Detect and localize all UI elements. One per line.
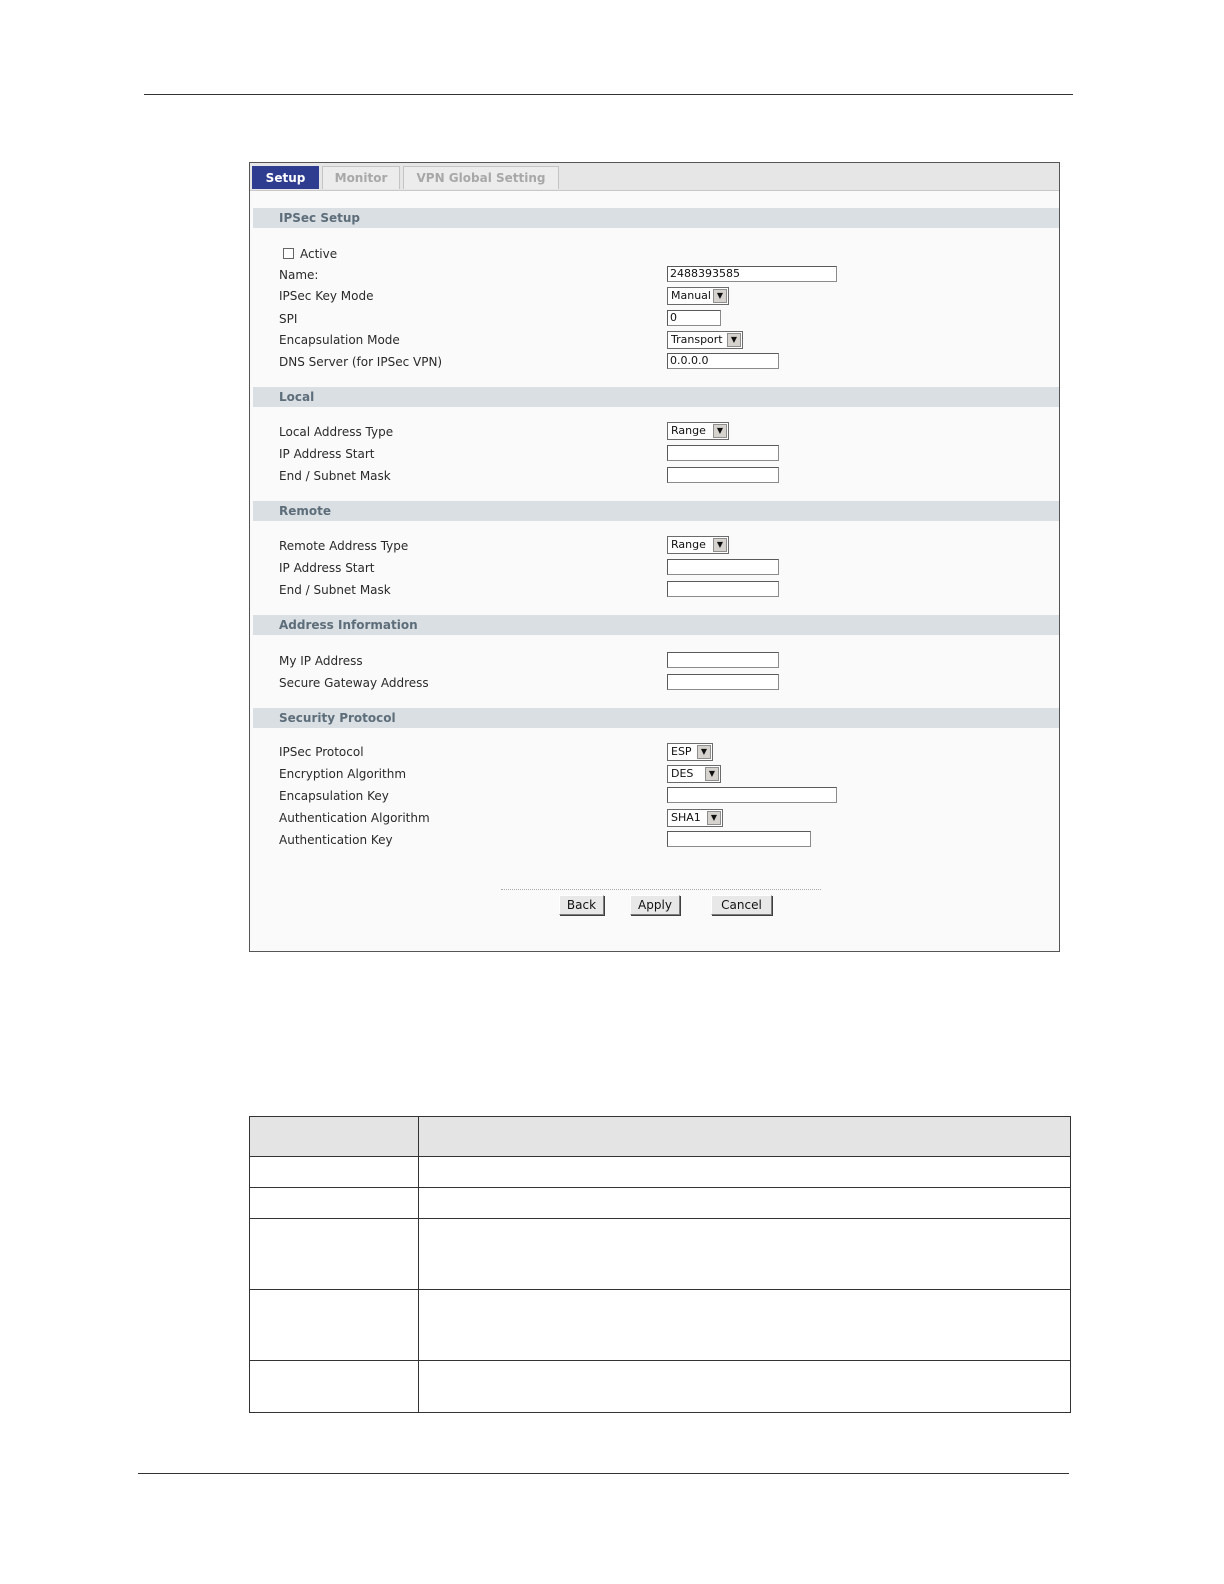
back-button[interactable]: Back	[559, 895, 604, 915]
encap-mode-select[interactable]	[667, 331, 743, 349]
gateway-label: Secure Gateway Address	[279, 676, 429, 690]
local-end-mask-input[interactable]	[667, 467, 779, 483]
table-row	[250, 1290, 1071, 1361]
remote-addr-type-select[interactable]	[667, 536, 729, 554]
table-row	[250, 1219, 1071, 1290]
table-cell	[250, 1290, 419, 1361]
local-end-mask-label: End / Subnet Mask	[279, 469, 391, 483]
cancel-button[interactable]: Cancel	[711, 895, 772, 915]
name-input[interactable]: 2488393585	[667, 266, 837, 282]
apply-button[interactable]: Apply	[630, 895, 680, 915]
ipsec-protocol-value: ESP	[671, 745, 692, 758]
remote-addr-type-label: Remote Address Type	[279, 539, 409, 553]
my-ip-input[interactable]	[667, 652, 779, 668]
section-ipsec-setup: IPSec Setup	[253, 208, 1059, 228]
key-mode-value: Manual	[671, 289, 711, 302]
encryption-algorithm-select[interactable]	[667, 765, 721, 783]
table-header-row	[250, 1117, 1071, 1157]
encap-mode-value: Transport	[671, 333, 723, 346]
tab-bar	[250, 163, 1059, 191]
table-row	[250, 1361, 1071, 1413]
encryption-algorithm-value: DES	[671, 767, 694, 780]
table-cell	[419, 1157, 1071, 1188]
spi-label: SPI	[279, 312, 298, 326]
local-addr-type-select[interactable]	[667, 422, 729, 440]
table-cell	[419, 1219, 1071, 1290]
tab-setup[interactable]: Setup	[252, 166, 319, 189]
table-header-cell	[419, 1117, 1071, 1157]
remote-end-mask-input[interactable]	[667, 581, 779, 597]
table-cell	[250, 1188, 419, 1219]
chevron-down-icon[interactable]: ▼	[713, 538, 727, 552]
local-ip-start-input[interactable]	[667, 445, 779, 461]
spi-input[interactable]: 0	[667, 310, 721, 326]
tab-vpn-global-setting[interactable]: VPN Global Setting	[403, 166, 559, 189]
dns-label: DNS Server (for IPSec VPN)	[279, 355, 443, 369]
table-cell	[419, 1361, 1071, 1413]
ipsec-protocol-label: IPSec Protocol	[279, 745, 364, 759]
description-table	[249, 1116, 1071, 1413]
authentication-algorithm-label: Authentication Algorithm	[279, 811, 430, 825]
authentication-key-label: Authentication Key	[279, 833, 393, 847]
table-row	[250, 1188, 1071, 1219]
dns-input[interactable]: 0.0.0.0	[667, 353, 779, 369]
chevron-down-icon[interactable]: ▼	[705, 767, 719, 781]
table-cell	[250, 1361, 419, 1413]
encap-mode-label: Encapsulation Mode	[279, 333, 400, 347]
remote-ip-start-label: IP Address Start	[279, 561, 375, 575]
ipsec-setup-screenshot	[249, 162, 1060, 952]
encapsulation-key-label: Encapsulation Key	[279, 789, 389, 803]
chevron-down-icon[interactable]: ▼	[707, 811, 721, 825]
section-security-protocol: Security Protocol	[253, 708, 1059, 728]
table-cell	[250, 1157, 419, 1188]
footer-rule	[138, 1473, 1069, 1474]
authentication-key-input[interactable]	[667, 831, 811, 847]
table-cell	[419, 1188, 1071, 1219]
remote-addr-type-value: Range	[671, 538, 706, 551]
chevron-down-icon[interactable]: ▼	[697, 745, 711, 759]
authentication-algorithm-select[interactable]	[667, 809, 723, 827]
local-addr-type-value: Range	[671, 424, 706, 437]
local-addr-type-label: Local Address Type	[279, 425, 394, 439]
table-cell	[419, 1290, 1071, 1361]
key-mode-select[interactable]	[667, 287, 729, 305]
ipsec-protocol-select[interactable]	[667, 743, 713, 761]
name-label: Name:	[279, 268, 319, 282]
key-mode-label: IPSec Key Mode	[279, 289, 374, 303]
remote-end-mask-label: End / Subnet Mask	[279, 583, 391, 597]
chevron-down-icon[interactable]: ▼	[727, 333, 741, 347]
section-remote: Remote	[253, 501, 1059, 521]
encapsulation-key-input[interactable]	[667, 787, 837, 803]
table-cell	[250, 1219, 419, 1290]
authentication-algorithm-value: SHA1	[671, 811, 701, 824]
table-row	[250, 1157, 1071, 1188]
remote-ip-start-input[interactable]	[667, 559, 779, 575]
active-label: Active	[300, 247, 338, 261]
button-divider	[501, 889, 821, 890]
section-address-information: Address Information	[253, 615, 1059, 635]
my-ip-label: My IP Address	[279, 654, 363, 668]
chevron-down-icon[interactable]: ▼	[713, 424, 727, 438]
encryption-algorithm-label: Encryption Algorithm	[279, 767, 407, 781]
chevron-down-icon[interactable]: ▼	[713, 289, 727, 303]
table-header-cell	[250, 1117, 419, 1157]
gateway-input[interactable]	[667, 674, 779, 690]
tab-monitor[interactable]: Monitor	[322, 166, 400, 189]
local-ip-start-label: IP Address Start	[279, 447, 375, 461]
header-rule	[144, 94, 1073, 95]
active-checkbox[interactable]	[283, 248, 294, 259]
section-local: Local	[253, 387, 1059, 407]
